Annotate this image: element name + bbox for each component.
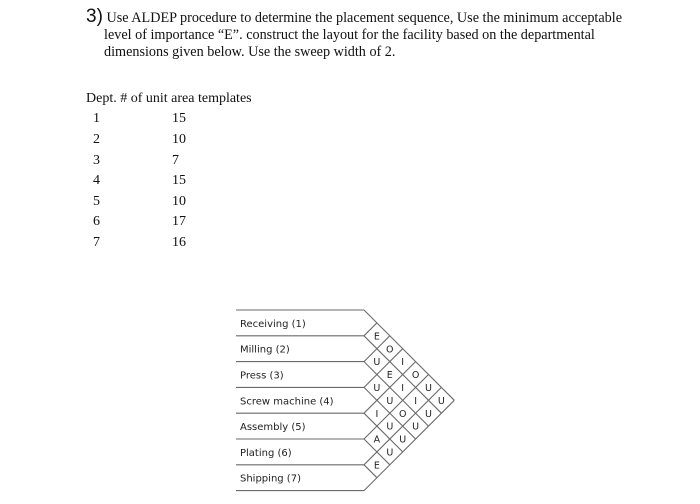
relationship-code: O	[411, 370, 420, 382]
relationship-code: I	[401, 383, 405, 394]
dept-number: 3	[93, 153, 100, 168]
unit-count: 15	[172, 111, 186, 126]
relationship-code: O	[386, 344, 394, 356]
question-line-1: Use ALDEP procedure to determine the placement sequence, Use the minimum acceptable	[106, 10, 623, 26]
relationship-code: U	[386, 447, 394, 459]
table-header: Dept. # of unit area templates	[86, 91, 252, 106]
dept-number: 2	[93, 132, 100, 147]
question-line-3: dimensions given below. Use the sweep width of 2.	[104, 44, 396, 60]
department-label: Shipping (7)	[240, 473, 301, 485]
relationship-code: U	[437, 395, 445, 407]
question-number: 3)	[86, 6, 103, 27]
relationship-code: U	[425, 408, 432, 420]
relationship-code: A	[373, 434, 381, 446]
unit-count: 16	[172, 235, 186, 250]
relationship-code: U	[386, 395, 394, 407]
relationship-code: E	[373, 460, 380, 472]
unit-count: 10	[172, 194, 186, 209]
question-line-2: level of importance “E”. construct the layout for the facility based on the departmental	[104, 27, 595, 43]
department-label: Assembly (5)	[240, 422, 306, 434]
dept-number: 7	[93, 235, 100, 250]
relationship-code: O	[398, 408, 407, 420]
relationship-code: U	[425, 383, 432, 394]
relationship-code: I	[375, 408, 379, 420]
department-label: Receiving (1)	[240, 318, 306, 330]
relationship-code: U	[399, 434, 407, 446]
relationship-code: E	[386, 370, 393, 382]
dept-number: 4	[93, 173, 100, 188]
unit-count: 17	[172, 214, 186, 229]
department-label: Milling (2)	[240, 344, 290, 356]
dept-number: 6	[93, 214, 100, 229]
department-label: Plating (6)	[240, 447, 292, 459]
relationship-code: I	[401, 357, 405, 369]
unit-count: 7	[172, 153, 179, 168]
relationship-code: U	[412, 421, 420, 433]
department-label: Screw machine (4)	[240, 396, 334, 408]
department-label: Press (3)	[240, 370, 284, 382]
relationship-code: E	[373, 331, 380, 343]
unit-count: 10	[172, 132, 186, 147]
relationship-code: U	[373, 383, 381, 394]
relationship-code: I	[414, 395, 418, 407]
relationship-code: U	[373, 357, 381, 369]
dept-number: 5	[93, 194, 100, 209]
dept-number: 1	[93, 111, 100, 126]
relationship-code: U	[386, 421, 394, 433]
unit-count: 15	[172, 173, 186, 188]
